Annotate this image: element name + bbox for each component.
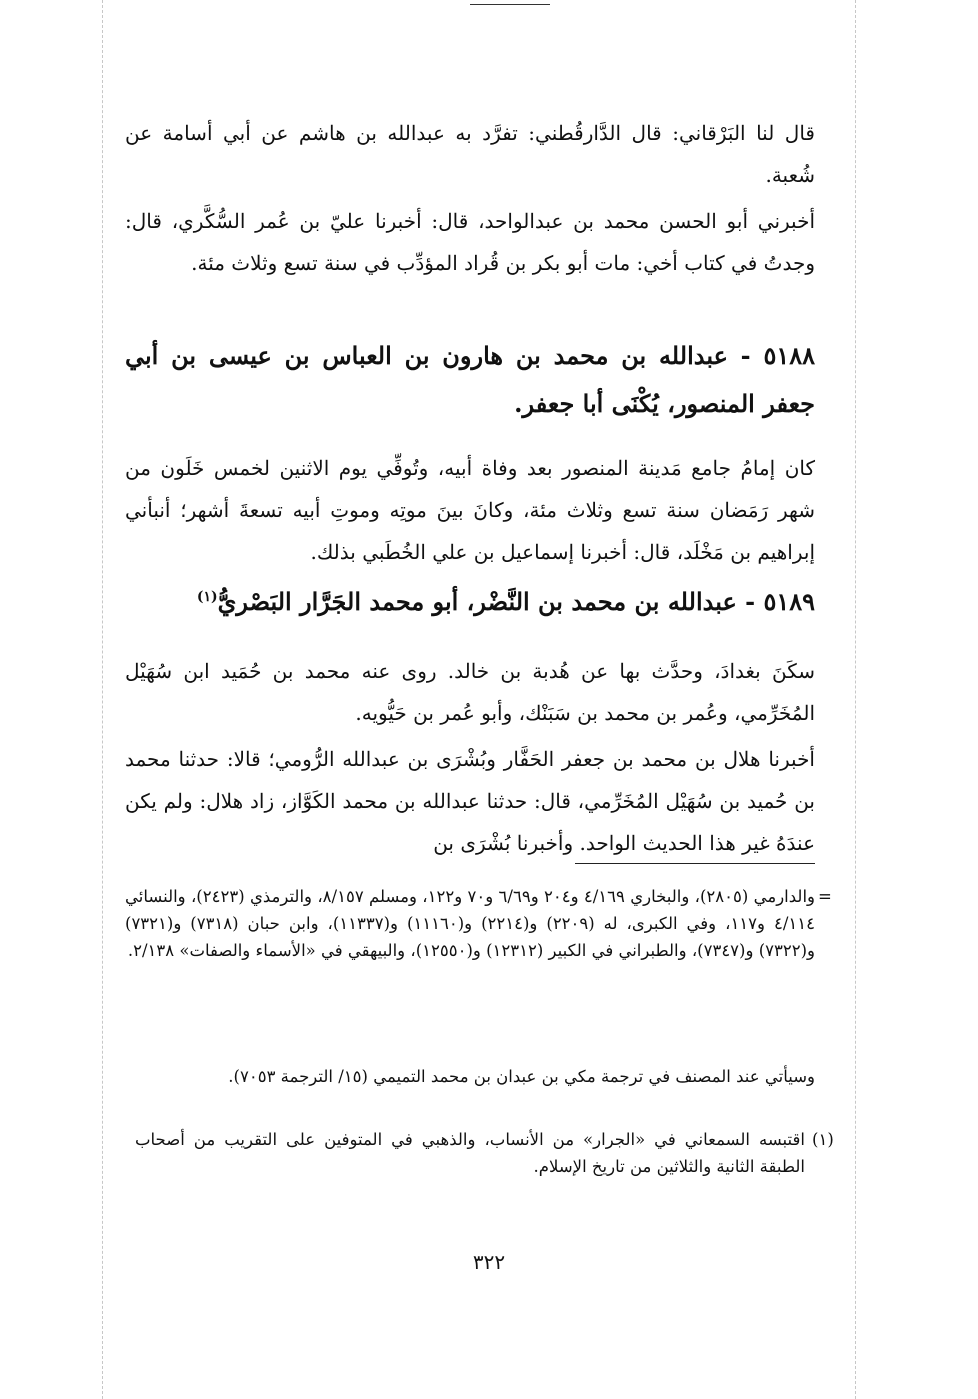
paragraph-5: أخبرنا هلال بن محمد بن جعفر الحَفَّار وبُشْرَى بن عبدالله الرُّومي؛ قالا: حدثنا محمد بن حُميد بن سُهَيْل المُخَرِّمي، قال: حدثنا عبدالله بن محمد الكَوَّاز، زاد هلال: ولم يكن عندَهُ غير هذا الحديث الواحد. وأخبرنا بُشْرَى بن: [125, 747, 815, 855]
footnote-1-marker: (١): [812, 1130, 834, 1149]
entry-heading-5188: ٥١٨٨ - عبدالله بن محمد بن هارون بن العباس بن عيسى بن أبي جعفر المنصور، يُكْنَى أبا جعفر.: [125, 341, 815, 418]
scan-artifact-left: [102, 0, 103, 1399]
footnote-continued: والدارمي (٢٨٠٥)، والبخاري ٤/١٦٩ و٢٠٤ و٦/٦٩ و٧٠ و١٢٢، ومسلم ٨/١٥٧، والترمذي (٢٤٢٣)، والنسائي ٤/١١٤ و١١٧، وفي الكبرى، له (٢٢٠٩) و(٢٢١٤) و(١١١٦٠) و(١١٣٣٧)، وابن حبان (٧٣١٨) و(٧٣٢١) و(٧٣٢٢) و(٧٣٤٧)، والطبراني في الكبير (١٢٣١٢) و(١٢٥٥٠)، والبيهقي في «الأسماء والصفات» ٢/١٣٨.: [125, 887, 816, 960]
page-number: ٣٢٢: [472, 1250, 506, 1274]
footnote-continued-2: وسيأتي عند المصنف في ترجمة مكي بن عبدان بن محمد التميمي (١٥/ الترجمة ٧٠٥٣).: [228, 1067, 815, 1086]
paragraph-2: أخبرني أبو الحسن محمد بن عبدالواحد، قال: أخبرنا عليّ بن عُمر السُّكَّري، قال: وجدتُ في كتاب أخي: مات أبو بكر بن قُراد المؤدِّب في سنة تسع وثلاث مئة.: [125, 209, 815, 275]
footnote-separator: [575, 863, 815, 864]
footnote-continuation-marker: =: [818, 887, 832, 906]
entry-heading-5189: [125, 578, 815, 626]
scan-artifact-right: [855, 0, 856, 1399]
paragraph-4: سكَنَ بغدادَ، وحدَّث بها عن هُدبة بن خالد. روى عنه محمد بن حُمَيد ابن سُهَيْل المُخَرِّمي، وعُمر بن محمد بن سَبَنْك، وأبو عُمر بن حَيُّويه.: [125, 659, 815, 725]
entry-heading-5189-text: ٥١٨٩ - عبدالله بن محمد بن النَّضْر، أبو محمد الجَرَّار البَصْريُّ: [217, 587, 815, 616]
paragraph-1: قال لنا البَرْقاني: قال الدَّارقُطني: تفرَّد به عبدالله بن هاشم عن أبي أسامة عن شُعبة.: [125, 121, 815, 187]
footnote-ref-1: (١): [196, 589, 218, 605]
top-rule: [470, 4, 550, 5]
footnote-1: اقتبسه السمعاني في «الجرار» من الأنساب، والذهبي في المتوفين على التقريب من أصحاب الطبقة الثانية والثلاثين من تاريخ الإسلام.: [135, 1130, 805, 1176]
paragraph-3: كان إمامُ جامع مَدينة المنصور بعد وفاة أبيه، وتُوفِّي يوم الاثنين لخمس خَلَون من شهر رَمَضان سنة تسع وثلاث مئة، وكانَ بينَ موتِه وموتِ أبيه تسعةَ أشهر؛ أنبأني إبراهيم بن مَخْلَد، قال: أخبرنا إسماعيل بن علي الخُطَبي بذلك.: [125, 456, 815, 564]
